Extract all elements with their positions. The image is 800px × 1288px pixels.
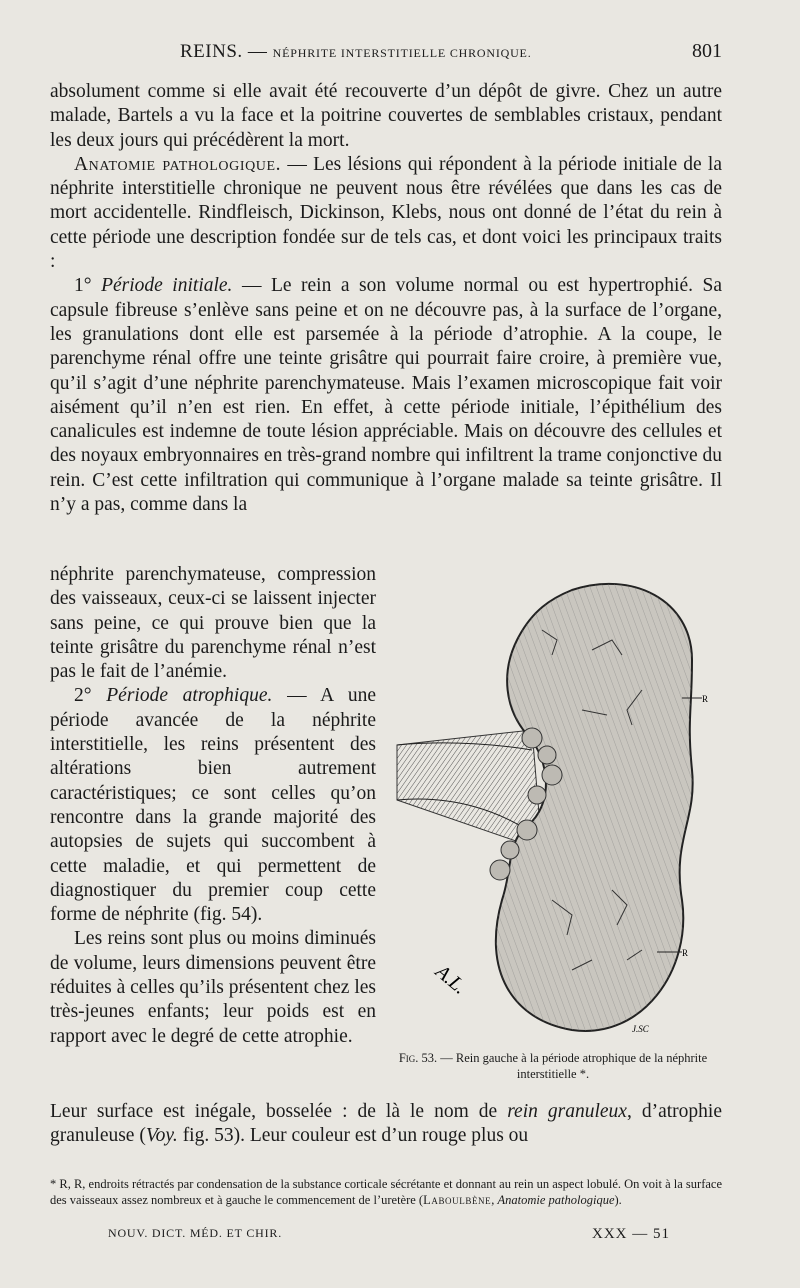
left-column-text (50, 563, 376, 1049)
page-footer (108, 1226, 670, 1243)
subheading-periode-initiale: Période initiale. (101, 275, 233, 297)
paragraph-anatomie (50, 153, 722, 274)
footnote: * R, R, endroits rétractés par condensation de la substance corticale sécrétante et donnant au rein un aspect lobulé. On voit à la surface des vaisseaux assez nombreux et à gauche le commencement de l’uretère (Laboulbène, Anatomie pathologique). (50, 1177, 722, 1207)
engraver-mark: J.SC (632, 1024, 649, 1034)
header-title (180, 41, 532, 63)
footer-publication: NOUV. DICT. MÉD. ET CHIR. (108, 1226, 283, 1240)
header-subtitle: NÉPHRITE INTERSTITIELLE CHRONIQUE. (272, 46, 532, 60)
paragraph-givre: absolument comme si elle avait été recouverte d’un dépôt de givre. Chez un autre malade, Bartels a vu la face et la poitrine couvertes de semblables cristaux, pendant les deux jours qui précédèrent la mort. (50, 81, 722, 151)
footnote-work: Anatomie pathologique (497, 1193, 615, 1207)
kidney-engraving (392, 570, 722, 1050)
section-heading-anatomie: Anatomie pathologique. (74, 153, 282, 175)
paragraph-periode-initiale-text: — Le rein a son volume normal ou est hypertrophié. Sa capsule fibreuse s’enlève sans peine et on ne découvre pas, à la surface de l’organe, les granulations dont elle est parsemée à la période d’atrophie. A la coupe, le parenchyme rénal offre une teinte grisâtre qui pourrait faire croire, à première vue, qu’il s’agit d’une néphrite parenchymateuse. Mais l’examen microscopique fait voir aisément qu’il n’en est rien. En effet, à cette période initiale, l’épithélium des canalicules est indemne de toute lésion appréciable. Mais on découvre des cellules et des noyaux embryonnaires en très-grand nombre qui infiltrent la trame conjonctive du rein. C’est cette infiltration qui communique à l’organe malade sa teinte grisâtre. Il n’y a pas, comme dans la (50, 275, 722, 516)
reference-voy: Voy. (145, 1125, 178, 1147)
body-text-top (50, 80, 722, 517)
surface-text-a: Leur surface est inégale, bosselée : de là le nom de (50, 1101, 508, 1122)
body-text-bottom (50, 1100, 722, 1149)
term-rein-granuleux: rein granuleux (507, 1101, 627, 1122)
figure-caption-text: — Rein gauche à la période atrophique de la néphrite interstitielle *. (437, 1051, 708, 1081)
paragraph-periode-initiale (50, 274, 722, 517)
paragraph-periode-atrophique-text: — A une période avancée de la néphrite interstitielle, les reins présentent des altérations bien autrement caractéristiques; ce sont celles qu’on rencontre dans la grande majorité des autopsies de sujets qui succombent à cette maladie, et qui permettent de diagnostiquer du premier coup cette forme de néphrite (fig. 54). (50, 685, 377, 926)
footnote-text: * R, R, endroits rétractés par condensation de la substance corticale sécrétante et donnant au rein un aspect lobulé. On voit à la surface des vaisseaux assez nombreux et à gauche le commencement de l’uretère ( (50, 1177, 722, 1207)
artist-signature: A.L. (431, 960, 471, 999)
footer-signature: XXX — 51 (592, 1226, 670, 1242)
subheading-periode-atrophique: Période atrophique. (106, 685, 273, 707)
header-dash: — (247, 41, 268, 62)
paragraph-surface (50, 1100, 722, 1149)
surface-text-c: fig. 53). Leur couleur est d’un rouge plus ou (177, 1125, 529, 1147)
footnote-end: ). (614, 1193, 622, 1207)
paragraph-anatomie-text: — Les lésions qui répondent à la période initiale de la néphrite interstitielle chronique ne peuvent nous être révélées que dans les cas de mort accidentelle. Rindfleisch, Dickinson, Klebs, nous ont donné de l’état du rein à cette période une description fondée sur de tels cas, et dont voici les principaux traits : (50, 153, 722, 273)
surface-text-b: , d’atrophie granuleuse ( (50, 1101, 722, 1147)
footnote-author: Laboulbène (423, 1193, 492, 1207)
running-header (50, 40, 722, 70)
paragraph-reins-volume: Les reins sont plus ou moins diminués de volume, leurs dimensions peuvent être réduites à celles qu’ils présentent chez les très-jeunes enfants; leur poids est en rapport avec le degré de cette atrophie. (50, 928, 376, 1047)
page-number: 801 (692, 40, 722, 62)
numbering-1: 1° (74, 275, 92, 297)
figure-label-r-top: R (702, 694, 709, 704)
paragraph-continuation: néphrite parenchymateuse, compression des vaisseaux, ceux-ci se laissent injecter sans peine, ce qui prouve bien que la teinte grisâtre du parenchyme rénal n’est pas le fait de l’anémie. (50, 564, 376, 683)
paragraph-periode-atrophique (50, 684, 376, 927)
header-section: REINS. (180, 41, 243, 62)
figure-caption (383, 1050, 723, 1082)
figure-label-r-bottom: R (682, 948, 689, 958)
numbering-2: 2° (74, 685, 92, 707)
figure-number: Fig. 53. (398, 1051, 438, 1065)
